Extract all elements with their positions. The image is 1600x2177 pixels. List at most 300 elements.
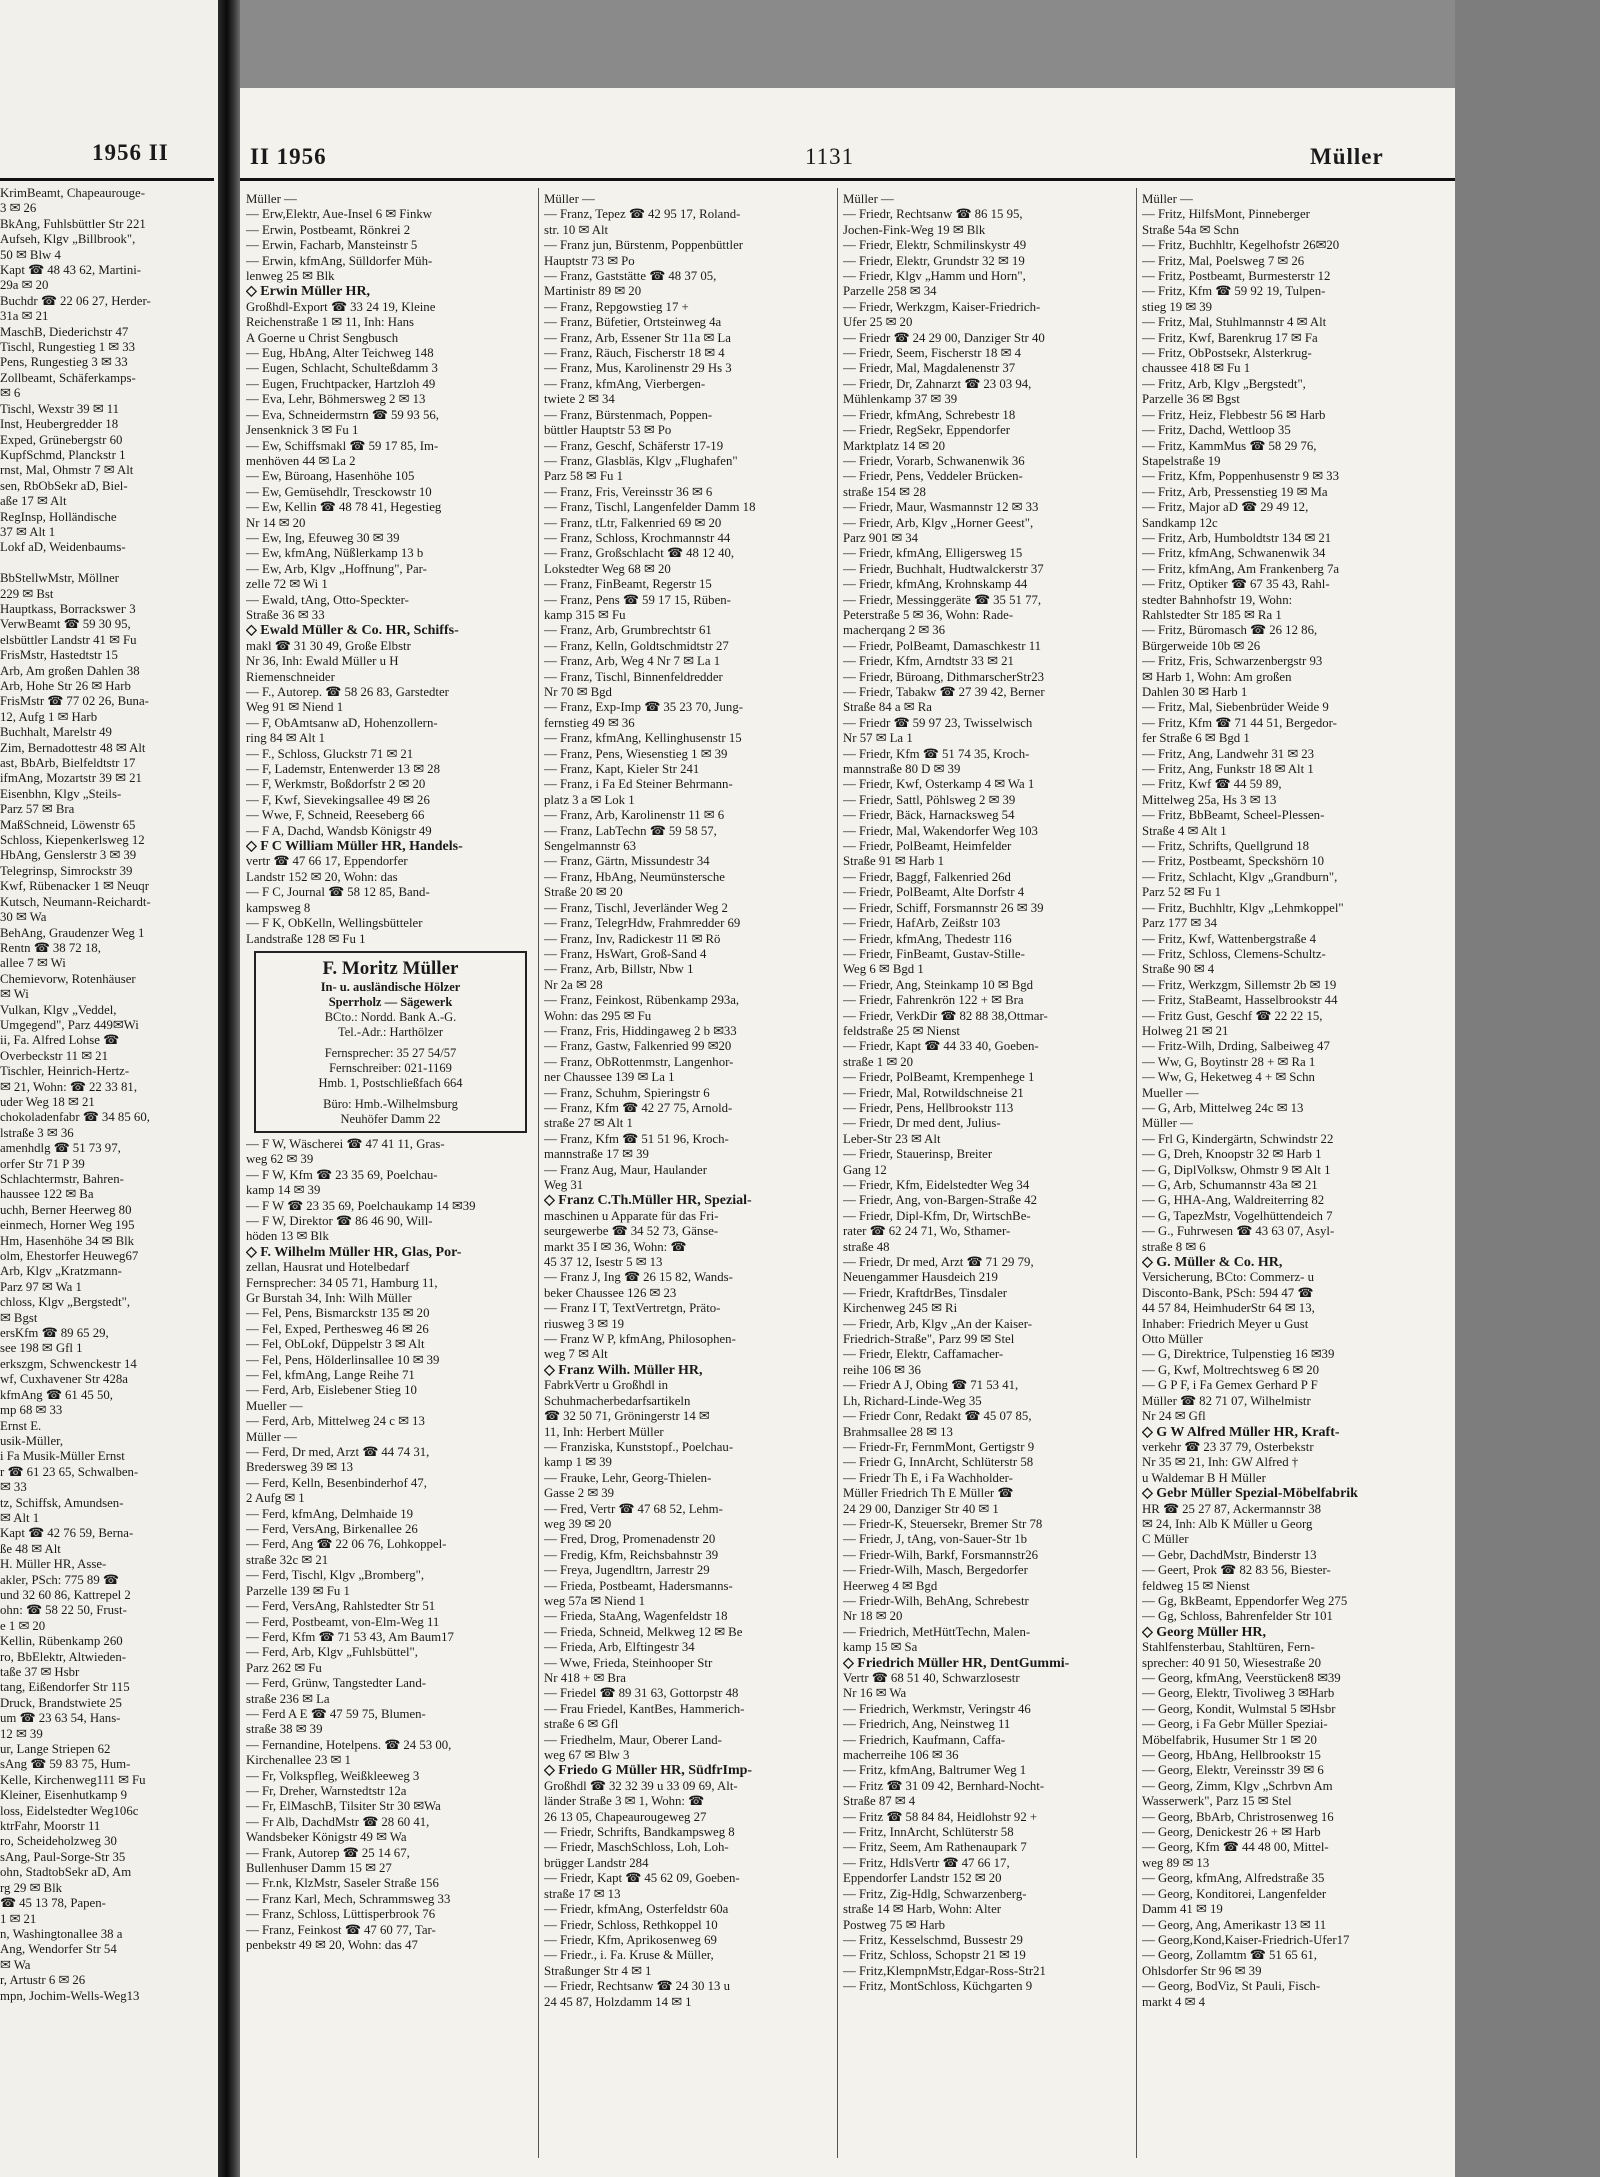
entry-line: höden 13 ✉ Blk — [246, 1229, 329, 1244]
entry-line: Nr 70 ✉ Bgd — [544, 685, 612, 699]
entry-line: — Frl G, Kindergärtn, Schwindstr 22 — [1142, 1131, 1334, 1146]
entry-line: Kirchenweg 245 ✉ Ri — [843, 1301, 958, 1316]
entry-line: — Fritz, Mal, Siebenbrüder Weide 9 — [1142, 700, 1329, 715]
entry-line: 50 ✉ Blw 4 — [0, 247, 61, 262]
entry-line: lstraße 3 ✉ 36 — [0, 1125, 74, 1140]
entry-line: — Friedr, Rechtsanw ☎ 86 15 95, — [843, 207, 1023, 222]
entry-line: — Fritz,KlempnMstr,Edgar-Ross-Str21 — [843, 1963, 1046, 1978]
entry-line: akler, PSch: 775 89 ☎ — [0, 1572, 119, 1587]
entry-line: — Fritz-Wilh, Drding, Salbeiweg 47 — [1142, 1039, 1330, 1054]
entry-line: — Friedr, PolBeamt, Heimfelder — [843, 839, 1012, 854]
entry-line: mp 68 ✉ 33 — [0, 1403, 63, 1418]
entry-line: Marktplatz 14 ✉ 20 — [843, 438, 946, 453]
entry-line: Mueller — — [246, 1398, 303, 1413]
entry-line: — Ww, G, Boytinstr 28 + ✉ Ra 1 — [1142, 1054, 1316, 1069]
entry-line: Reichenstraße 1 ✉ 11, Inh: Hans — [246, 315, 415, 330]
entry-line: Parzelle 258 ✉ 34 — [843, 284, 937, 299]
entry-line: — Friedr-Wilh, BehAng, Schrebestr — [843, 1593, 1029, 1608]
entry-line: — Friedr, Kapt ☎ 45 62 09, Goeben- — [544, 1871, 740, 1886]
entry-line: — Frieda, StaAng, Wagenfeldstr 18 — [544, 1609, 728, 1624]
entry-line: weg 39 ✉ 20 — [544, 1516, 612, 1531]
entry-line: makl ☎ 31 30 49, Große Elbstr — [246, 638, 411, 653]
entry-line: platz 3 a ✉ Lok 1 — [544, 792, 635, 807]
entry-line: — Georg, Zollamtm ☎ 51 65 61, — [1142, 1948, 1317, 1963]
entry-line: Parz 52 ✉ Fu 1 — [1142, 885, 1221, 900]
entry-line: — Fritz, BbBeamt, Scheel-Plessen- — [1142, 808, 1325, 823]
entry-line: — Ferd, Arb, Klgv „Fuhlsbüttel", — [246, 1645, 418, 1660]
entry-line: Overbeckstr 11 ✉ 21 — [0, 1048, 108, 1063]
entry-line: Nr 16 ✉ Wa — [843, 1686, 907, 1701]
advertisement-line: BCto.: Nordd. Bank A.-G. — [324, 1009, 457, 1024]
entry-line: — Fel, kfmAng, Lange Reihe 71 — [246, 1368, 415, 1382]
entry-line: — Fritz, Kwf, Wattenbergstraße 4 — [1142, 931, 1317, 946]
entry-line: — Franziska, Kunststopf., Poelchau- — [544, 1439, 734, 1454]
header-rule — [240, 178, 1455, 181]
entry-line: BehAng, Graudenzer Weg 1 — [0, 925, 145, 940]
entry-line: — Franz, Büfetier, Ortsteinweg 4a — [544, 315, 722, 330]
entry-line: Schuhmacherbedarfsartikeln — [544, 1393, 691, 1408]
entry-line: — Fritz, Schloss, Clemens-Schultz- — [1142, 946, 1326, 961]
directory-column-1 — [246, 192, 533, 2167]
entry-line: — Friedr-Fr, FernmMont, Gertigstr 9 — [843, 1439, 1035, 1454]
entry-line: Inhaber: Friedrich Meyer u Gust — [1142, 1316, 1309, 1331]
entry-line: — Fredig, Kfm, Reichsbahnstr 39 — [544, 1547, 719, 1562]
entry-line: weg 7 ✉ Alt — [544, 1347, 608, 1362]
entry-line: Stahlfensterbau, Stahltüren, Fern- — [1142, 1640, 1315, 1655]
entry-line: — Friedel ☎ 89 31 63, Gottorpstr 48 — [544, 1686, 739, 1701]
entry-line: — Friedr, HafArb, Zeißstr 103 — [843, 916, 1001, 931]
entry-line: — Friedr, Kfm, Eidelstedter Weg 34 — [843, 1178, 1030, 1192]
entry-line: HR ☎ 25 27 87, Ackermannstr 38 — [1142, 1501, 1322, 1516]
entry-line: fernstieg 49 ✉ 36 — [544, 715, 635, 730]
entry-line: H. Müller HR, Asse- — [0, 1557, 107, 1572]
entry-line: Großhdl ☎ 32 32 39 u 33 09 69, Alt- — [544, 1778, 738, 1793]
entry-line: Jochen-Fink-Weg 19 ✉ Blk — [843, 222, 986, 237]
entry-line: seurgewerbe ☎ 34 52 73, Gänse- — [544, 1224, 719, 1239]
entry-line: — Franz, Bürstenmach, Poppen- — [544, 407, 713, 422]
entry-line: — F W ☎ 23 35 69, Poelchaukamp 14 ✉39 — [246, 1198, 476, 1213]
entry-line: rnst, Mal, Ohmstr 7 ✉ Alt — [0, 463, 134, 478]
entry-line: — Georg, Elektr, Vereinsstr 39 ✉ 6 — [1142, 1763, 1324, 1778]
entry-line: weg 57a ✉ Niend 1 — [544, 1593, 645, 1608]
entry-line: — F K, ObKelln, Wellingsbütteler — [246, 916, 423, 931]
entry-line: Nr 14 ✉ 20 — [246, 515, 306, 530]
directory-column-2 — [544, 192, 831, 2167]
entry-line: Lh, Richard-Linde-Weg 35 — [843, 1393, 982, 1408]
entry-line: ✉ Wi — [0, 987, 29, 1002]
advertisement-line: Büro: Hmb.-Wilhelmsburg — [323, 1096, 458, 1111]
entry-line: ☎ 32 50 71, Gröningerstr 14 ✉ — [544, 1409, 710, 1424]
entry-line: chaussee 418 ✉ Fu 1 — [1142, 361, 1251, 376]
entry-line: straße 48 — [843, 1239, 890, 1254]
entry-line: und 32 60 86, Kattrepel 2 — [0, 1587, 131, 1602]
entry-line: Zim, Bernadottestr 48 ✉ Alt — [0, 740, 146, 755]
entry-line: Martinistr 89 ✉ 20 — [544, 284, 642, 299]
entry-line: Dahlen 30 ✉ Harb 1 — [1142, 685, 1248, 699]
entry-line: zellan, Hausrat und Hotelbedarf — [246, 1260, 410, 1275]
previous-page-column — [0, 186, 214, 2177]
entry-line: — Fritz, Ang, Funkstr 18 ✉ Alt 1 — [1142, 762, 1314, 777]
entry-line: — Franz, Großschlacht ☎ 48 12 40, — [544, 546, 735, 561]
entry-line: — F C, Journal ☎ 58 12 85, Band- — [246, 885, 430, 900]
entry-line: — Franz, Exp-Imp ☎ 35 23 70, Jung- — [544, 700, 743, 715]
entry-line: — Friedr, Arb, Klgv „Horner Geest", — [843, 515, 1034, 530]
entry-line: Otto Müller — [1142, 1332, 1203, 1347]
entry-line: Wasserwerk", Parz 15 ✉ Stel — [1142, 1794, 1292, 1809]
entry-line: — Franz I T, TextVertretgn, Präto- — [544, 1301, 721, 1316]
entry-line: — Friedr Conr, Redakt ☎ 45 07 85, — [843, 1409, 1032, 1424]
advertisement-line: In- u. ausländische Hölzer — [320, 979, 461, 994]
entry-line: — Franz, HbAng, Neumünstersche — [544, 869, 725, 884]
entry-line: — Friedr G, InnArcht, Schlüterstr 58 — [843, 1455, 1034, 1470]
entry-line: — F, Werkmstr, Boßdorfstr 2 ✉ 20 — [246, 777, 426, 792]
entry-line: — Friedrich, Werkmstr, Veringstr 46 — [843, 1701, 1031, 1716]
entry-line: sAng ☎ 59 83 75, Hum- — [0, 1757, 131, 1772]
entry-line: r ☎ 61 23 65, Schwalben- — [0, 1464, 139, 1479]
entry-line: Landstr 152 ✉ 20, Wohn: das — [246, 869, 398, 884]
entry-line: — G, Arb, Schumannstr 43a ✉ 21 — [1142, 1178, 1318, 1192]
entry-line: — Franz, Fris, Vereinsstr 36 ✉ 6 — [544, 484, 713, 499]
entry-line: — Friedr, Kwf, Osterkamp 4 ✉ Wa 1 — [843, 777, 1035, 792]
entry-line: — Friedr, kfmAng, Thedestr 116 — [843, 931, 1012, 946]
entry-line: Parz 177 ✉ 34 — [1142, 916, 1218, 931]
entry-line: — Ferd, Ang ☎ 22 06 76, Lohkoppel- — [246, 1537, 447, 1552]
entry-line: — Ew, Schiffsmakl ☎ 59 17 85, Im- — [246, 438, 439, 453]
entry-line: Mühlenkamp 37 ✉ 39 — [843, 392, 958, 407]
entry-line: u Waldemar B H Müller — [1142, 1470, 1266, 1485]
entry-line: — Franz, Schloss, Krochmannstr 44 — [544, 530, 731, 545]
entry-line: — Georg, Konditorei, Langenfelder — [1142, 1886, 1327, 1901]
entry-line: straße 154 ✉ 28 — [843, 484, 926, 499]
entry-line: — Friedr, kfmAng, Schrebestr 18 — [843, 407, 1016, 422]
entry-line: — Frieda, Arb, Elftingestr 34 — [544, 1640, 695, 1655]
entry-line: Buchdr ☎ 22 06 27, Herder- — [0, 293, 151, 308]
entry-line: — G, TapezMstr, Vogelhüttendeich 7 — [1142, 1208, 1333, 1223]
entry-line: — Erw,Elektr, Aue-Insel 6 ✉ Finkw — [246, 207, 433, 222]
entry-line: — Fritz, Kwf ☎ 44 59 89, — [1142, 777, 1282, 792]
entry-line: — Friedr A J, Obing ☎ 71 53 41, — [843, 1378, 1019, 1393]
entry-line: — Eva, Schneidermstrn ☎ 59 93 56, — [246, 407, 439, 422]
entry-line: — Fernandine, Hotelpens. ☎ 24 53 00, — [246, 1737, 452, 1752]
entry-line: — Friedr, Seem, Fischerstr 18 ✉ 4 — [843, 346, 1021, 361]
entry-line: — F, Lademstr, Entenwerder 13 ✉ 28 — [246, 762, 440, 777]
entry-line: — Fr.nk, KlzMstr, Saseler Straße 156 — [246, 1876, 439, 1891]
entry-line: reihe 106 ✉ 36 — [843, 1362, 921, 1377]
entry-line: Damm 41 ✉ 19 — [1142, 1902, 1223, 1917]
entry-line: — Franz Aug, Maur, Haulander — [544, 1162, 707, 1177]
page-header-left: II 1956 — [250, 144, 327, 169]
directory-column-4 — [1142, 192, 1447, 2167]
advertisement-box — [254, 951, 527, 1133]
entry-line: — Fritz, kfmAng, Am Frankenberg 7a — [1142, 561, 1340, 576]
entry-line: Ernst E. — [0, 1418, 42, 1433]
entry-line: straße 38 ✉ 39 — [246, 1722, 323, 1737]
entry-line: — Franz, Mus, Karolinenstr 29 Hs 3 — [544, 361, 732, 376]
entry-line: Parz 901 ✉ 34 — [843, 530, 919, 545]
entry-line: Ufer 25 ✉ 20 — [843, 315, 913, 330]
entry-line: — Georg, BodViz, St Pauli, Fisch- — [1142, 1979, 1321, 1994]
entry-line: — Friedr, Rechtsanw ☎ 24 30 13 u — [544, 1979, 731, 1994]
entry-line: — Ferd, kfmAng, Delmhaide 19 — [246, 1506, 414, 1521]
entry-line: ro, BbElektr, Altwieden- — [0, 1649, 127, 1664]
entry-line: — Friedr, Vorarb, Schwanenwik 36 — [843, 453, 1025, 468]
column-divider — [837, 188, 838, 2158]
entry-line: n, Washingtonallee 38 a — [0, 1926, 123, 1941]
entry-line: — Fritz ☎ 31 09 42, Bernhard-Nocht- — [843, 1778, 1045, 1793]
entry-line: ◇ Erwin Müller HR, — [246, 284, 371, 300]
entry-line: — Ferd, Grünw, Tangstedter Land- — [246, 1676, 426, 1691]
entry-line: — Friedr, PolBeamt, Krempenhege 1 — [843, 1070, 1035, 1085]
entry-line: macherreihe 106 ✉ 36 — [843, 1748, 959, 1763]
entry-line: Nr 57 ✉ La 1 — [843, 731, 913, 746]
entry-line: — Fritz, Dachd, Wettloop 35 — [1142, 423, 1291, 438]
entry-line: — Fr, Dreher, Warnstedtstr 12a — [246, 1783, 407, 1798]
entry-line: — Friedr, Ang, Steinkamp 10 ✉ Bgd — [843, 977, 1034, 992]
entry-line: Ang, Wendorfer Str 54 — [0, 1942, 117, 1957]
entry-line: — Fritz, Schloss, Schopstr 21 ✉ 19 — [843, 1948, 1026, 1963]
entry-line: VerwBeamt ☎ 59 30 95, — [0, 617, 131, 632]
entry-line: C Müller — [1142, 1532, 1189, 1547]
entry-line: Parzelle 139 ✉ Fu 1 — [246, 1583, 350, 1598]
entry-line: stieg 19 ✉ 39 — [1142, 299, 1213, 314]
advertisement-line: Neuhöfer Damm 22 — [340, 1111, 441, 1126]
entry-line: — Fritz, Werkzgm, Sillemstr 2b ✉ 19 — [1142, 977, 1337, 992]
entry-line: Mueller — — [1142, 1085, 1199, 1100]
entry-line: ktrFahr, Moorstr 11 — [0, 1819, 101, 1834]
entry-line: Lokf aD, Weidenbaums- — [0, 540, 126, 555]
entry-line: — Friedr, Fahrenkrön 122 + ✉ Bra — [843, 993, 1024, 1008]
entry-line: — Franz, Pens ☎ 59 17 15, Rüben- — [544, 592, 731, 607]
entry-line: ✉ Wa — [0, 1957, 31, 1972]
entry-line: weg 62 ✉ 39 — [246, 1152, 314, 1167]
entry-line: — Friedr, MaschSchloss, Loh, Loh- — [544, 1840, 729, 1855]
entry-line: — Friedr ☎ 24 29 00, Danziger Str 40 — [843, 330, 1045, 345]
entry-line: — Friedr, Klgv „Hamm und Horn", — [843, 269, 1026, 284]
entry-line: Wohn: das 295 ✉ Fu — [544, 1008, 652, 1023]
entry-line: — Fritz, ObPostsekr, Alsterkrug- — [1142, 346, 1312, 361]
entry-line: A Goerne u Christ Sengbusch — [246, 330, 399, 345]
entry-line: — Ferd, Postbeamt, von-Elm-Weg 11 — [246, 1614, 440, 1629]
entry-line: 2 Aufg ✉ 1 — [246, 1491, 305, 1506]
entry-line: — Franz, kfmAng, Kellinghusenstr 15 — [544, 731, 742, 746]
entry-line: — G, DiplVolksw, Ohmstr 9 ✉ Alt 1 — [1142, 1162, 1331, 1177]
advertisement-line: Sperrholz — Sägewerk — [328, 994, 453, 1009]
entry-line: Kelle, Kirchenweg111 ✉ Fu — [0, 1772, 146, 1787]
column-divider — [1136, 188, 1137, 2158]
entry-line: — Friedr ☎ 59 97 23, Twisselwisch — [843, 715, 1033, 730]
entry-line: Brahmsallee 28 ✉ 13 — [843, 1424, 953, 1439]
entry-line: — Eugen, Schlacht, Schulteßdamm 3 — [246, 361, 438, 376]
entry-line: — Fritz, kfmAng, Baltrumer Weg 1 — [843, 1763, 1027, 1778]
entry-line: kampsweg 8 — [246, 900, 311, 915]
entry-line: — Fritz ☎ 58 84 84, Heidlohstr 92 + — [843, 1809, 1038, 1824]
entry-line: — Ferd A E ☎ 47 59 75, Blumen- — [246, 1706, 426, 1721]
entry-line: ◇ G W Alfred Müller HR, Kraft- — [1142, 1424, 1340, 1440]
entry-line: — Fr, Volkspfleg, Weißkleeweg 3 — [246, 1768, 420, 1783]
scan-margin — [1455, 0, 1600, 2177]
entry-line: Schlachtermstr, Bahren- — [0, 1172, 124, 1186]
entry-line: mpn, Jochim-Wells-Weg13 — [0, 1988, 140, 2003]
entry-line: — Fr, ElMaschB, Tilsiter Str 30 ✉Wa — [246, 1799, 441, 1814]
entry-line: — Fritz, HdlsVertr ☎ 47 66 17, — [843, 1855, 1010, 1870]
entry-line: — Fred, Vertr ☎ 47 68 52, Lehm- — [544, 1501, 723, 1516]
entry-line: — Franz, Tischl, Binnenfeldredder — [544, 669, 723, 684]
entry-line: — F., Autorep. ☎ 58 26 83, Garstedter — [246, 685, 449, 699]
entry-line: 12 ✉ 39 — [0, 1726, 43, 1741]
column-divider — [538, 188, 539, 2158]
entry-line: ◇ Friedrich Müller HR, DentGummi- — [843, 1655, 1070, 1671]
entry-line: Telegrinsp, Simrockstr 39 — [0, 863, 133, 878]
entry-line: Neuengammer Hausdeich 219 — [843, 1270, 998, 1285]
entry-line: — Fritz, Seem, Am Rathenaupark 7 — [843, 1840, 1027, 1855]
entry-line: — Friedr, Kapt ☎ 44 33 40, Goeben- — [843, 1039, 1039, 1054]
entry-line: menhöven 44 ✉ La 2 — [246, 453, 356, 468]
entry-line: kamp 15 ✉ Sa — [843, 1640, 918, 1655]
entry-line: aße 17 ✉ Alt — [0, 494, 67, 509]
entry-line: mannstraße 17 ✉ 39 — [544, 1147, 649, 1162]
entry-line: taße 37 ✉ Hsbr — [0, 1665, 80, 1679]
entry-line: feldweg 15 ✉ Nienst — [1142, 1578, 1250, 1593]
entry-line: — Friedr, Buchhalt, Hudtwalckerstr 37 — [843, 561, 1044, 576]
entry-line: FabrkVertr u Großhdl in — [544, 1378, 669, 1393]
entry-line: ✉ 6 — [0, 386, 21, 401]
entry-line: Großhdl-Export ☎ 33 24 19, Kleine — [246, 299, 436, 314]
entry-line: um ☎ 23 63 54, Hans- — [0, 1711, 121, 1726]
entry-line: — Ew, Kellin ☎ 48 78 41, Hegestieg — [246, 500, 442, 515]
entry-line: riusweg 3 ✉ 19 — [544, 1316, 625, 1331]
entry-line: — Frieda, Schneid, Melkweg 12 ✉ Be — [544, 1624, 743, 1639]
entry-line: — Franz, Tepez ☎ 42 95 17, Roland- — [544, 207, 741, 222]
entry-line: ersKfm ☎ 89 65 29, — [0, 1326, 109, 1341]
entry-line: — F, ObAmtsanw aD, Hohenzollern- — [246, 715, 438, 730]
entry-line: — Friedrich, Kaufmann, Caffa- — [843, 1732, 1006, 1747]
entry-line: see 198 ✉ Gfl 1 — [0, 1341, 83, 1356]
entry-line: — Georg,Kond,Kaiser-Friedrich-Ufer17 — [1142, 1932, 1350, 1947]
entry-line: straße 14 ✉ Harb, Wohn: Alter — [843, 1902, 1002, 1917]
entry-line: — Fritz, Major aD ☎ 29 49 12, — [1142, 500, 1309, 515]
entry-line: — Friedr, Dipl-Kfm, Dr, WirtschBe- — [843, 1208, 1031, 1223]
entry-line: — Franz, HsWart, Groß-Sand 4 — [544, 946, 707, 961]
entry-line: Exped, Grünebergstr 60 — [0, 432, 123, 447]
entry-line: Gasse 2 ✉ 39 — [544, 1486, 615, 1501]
entry-line: Tischl, Rungestieg 1 ✉ 33 — [0, 340, 136, 355]
entry-line: — Friedr, Büroang, DithmarscherStr23 — [843, 669, 1045, 684]
entry-line: — Georg, Zimm, Klgv „Schrbvn Am — [1142, 1778, 1333, 1793]
entry-line: — Eug, HbAng, Alter Teichweg 148 — [246, 346, 434, 361]
entry-line: 31a ✉ 21 — [0, 309, 49, 324]
entry-line: 3 ✉ 26 — [0, 201, 37, 216]
entry-line: elsbüttler Landstr 41 ✉ Fu — [0, 632, 137, 647]
entry-line: Kapt ☎ 48 43 62, Martini- — [0, 263, 142, 278]
entry-line: — Franz, Gärtn, Missundestr 34 — [544, 854, 710, 869]
entry-line: — Friedr, Mal, Wakendorfer Weg 103 — [843, 823, 1038, 838]
entry-line: i Fa Musik-Müller Ernst — [0, 1449, 125, 1464]
entry-line: — Friedrich, MetHüttTechn, Malen- — [843, 1624, 1031, 1639]
entry-line: Nr 36, Inh: Ewald Müller u H — [246, 654, 399, 669]
entry-line: loss, Eidelstedter Weg106c — [0, 1803, 139, 1818]
entry-line: — Friedr, kfmAng, Osterfeldstr 60a — [544, 1902, 729, 1917]
entry-line: — G, Dreh, Knoopstr 32 ✉ Harb 1 — [1142, 1147, 1322, 1162]
entry-line: 24 29 00, Danziger Str 40 ✉ 1 — [843, 1501, 999, 1516]
entry-line: Müller — — [544, 192, 595, 206]
entry-line: Weg 6 ✉ Bgd 1 — [843, 962, 924, 977]
entry-line: Nr 24 ✉ Gfl — [1142, 1409, 1206, 1424]
entry-line: Zollbeamt, Schäferkamps- — [0, 370, 136, 385]
entry-line: — Franz, Schloss, Lüttisperbrook 76 — [246, 1907, 436, 1922]
entry-line: Tischler, Heinrich-Hertz- — [0, 1064, 130, 1079]
entry-line: — Erwin, kfmAng, Sülldorfer Müh- — [246, 253, 433, 268]
entry-line: vertr ☎ 47 66 17, Eppendorfer — [246, 854, 408, 869]
entry-line: Weg 31 — [544, 1178, 584, 1192]
entry-line: Nr 18 ✉ 20 — [843, 1609, 903, 1624]
entry-line: — Franz, Arb, Essener Str 11a ✉ La — [544, 330, 731, 345]
entry-line: e 1 ✉ 20 — [0, 1618, 46, 1633]
entry-line: Rentn ☎ 38 72 18, — [0, 940, 101, 955]
entry-line: 229 ✉ Bst — [0, 586, 54, 601]
entry-line: — Franz, Arb, Grumbrechtstr 61 — [544, 623, 712, 638]
entry-line: ohn, StadtobSekr aD, Am — [0, 1865, 132, 1880]
entry-line: — Friedr, Stauerinsp, Breiter — [843, 1147, 993, 1162]
entry-line: — Gebr, DachdMstr, Binderstr 13 — [1142, 1547, 1317, 1562]
entry-line: — Ferd, Kelln, Besenbinderhof 47, — [246, 1475, 427, 1490]
entry-line: — Franz, Kelln, Goldtschmidtstr 27 — [544, 638, 729, 653]
entry-line: — Georg, kfmAng, Alfredstraße 35 — [1142, 1871, 1325, 1886]
entry-line: — Franz, TelegrHdw, Frahmredder 69 — [544, 916, 741, 931]
entry-line: — Ww, G, Heketweg 4 + ✉ Schn — [1142, 1070, 1315, 1085]
entry-line: Vertr ☎ 68 51 40, Schwarzlosestr — [843, 1671, 1020, 1685]
entry-line: orfer Str 71 P 39 — [0, 1156, 85, 1171]
entry-line: penbekstr 49 ✉ 20, Wohn: das 47 — [246, 1938, 418, 1953]
entry-line: markt 35 I ✉ 36, Wohn: ☎ — [544, 1239, 687, 1254]
entry-line: — Fritz, KammMus ☎ 58 29 76, — [1142, 438, 1317, 453]
entry-line: sAng, Paul-Sorge-Str 35 — [0, 1849, 126, 1864]
entry-line: — Fritz, InnArcht, Schlüterstr 58 — [843, 1825, 1014, 1840]
entry-line: — Franz, tLtr, Falkenried 69 ✉ 20 — [544, 515, 722, 530]
entry-line: — Fritz, StaBeamt, Hasselbrookstr 44 — [1142, 993, 1338, 1008]
advertisement-line: Tel.-Adr.: Harthölzer — [338, 1024, 443, 1039]
entry-line: — Fel, ObLokf, Düppelstr 3 ✉ Alt — [246, 1337, 425, 1352]
entry-line: — F W, Kfm ☎ 23 35 69, Poelchau- — [246, 1167, 438, 1182]
entry-line: — Georg, Kondit, Wulmstal 5 ✉Hsbr — [1142, 1701, 1336, 1716]
entry-line: Leber-Str 23 ✉ Alt — [843, 1131, 941, 1146]
entry-line: — Fritz, kfmAng, Schwanenwik 34 — [1142, 546, 1326, 561]
entry-line: — Gg, Schloss, Bahrenfelder Str 101 — [1142, 1609, 1333, 1624]
entry-line: — Franz J, Ing ☎ 26 15 82, Wands- — [544, 1270, 733, 1285]
entry-line: ur, Lange Striepen 62 — [0, 1742, 111, 1757]
entry-line: ◇ F. Wilhelm Müller HR, Glas, Por- — [246, 1244, 462, 1260]
entry-line: — Fel, Exped, Perthesweg 46 ✉ 26 — [246, 1321, 429, 1336]
entry-line: — Ew, Büroang, Hasenhöhe 105 — [246, 469, 415, 484]
entry-line: — Franz, i Fa Ed Steiner Behrmann- — [544, 777, 733, 792]
entry-line: — Fritz, Mal, Stuhlmannstr 4 ✉ Alt — [1142, 315, 1327, 330]
entry-line: Kellin, Rübenkamp 260 — [0, 1634, 123, 1649]
entry-line: ring 84 ✉ Alt 1 — [246, 731, 325, 746]
entry-line: — Fritz, HilfsMont, Pinneberger — [1142, 207, 1310, 222]
entry-line: — Franz, Feinkost, Rübenkamp 293a, — [544, 993, 740, 1008]
entry-line: — Georg, Kfm ☎ 44 48 00, Mittel- — [1142, 1840, 1329, 1855]
entry-line: — Friedr Th E, i Fa Wachholder- — [843, 1470, 1013, 1485]
entry-line: — Fritz, Optiker ☎ 67 35 43, Rahl- — [1142, 577, 1330, 592]
entry-line: twiete 2 ✉ 34 — [544, 392, 615, 407]
entry-line: — Fritz, Kesselschmd, Bussestr 29 — [843, 1932, 1023, 1947]
entry-line: Müller — — [246, 1429, 297, 1444]
entry-line: Stapelstraße 19 — [1142, 453, 1221, 468]
entry-line: — Georg, Ang, Amerikastr 13 ✉ 11 — [1142, 1917, 1327, 1932]
entry-line: lenweg 25 ✉ Blk — [246, 269, 335, 284]
entry-line: Müller — — [1142, 192, 1193, 206]
entry-line: rater ☎ 62 24 71, Wo, Sthamer- — [843, 1224, 1011, 1239]
entry-line: — Ferd, Dr med, Arzt ☎ 44 74 31, — [246, 1445, 430, 1460]
